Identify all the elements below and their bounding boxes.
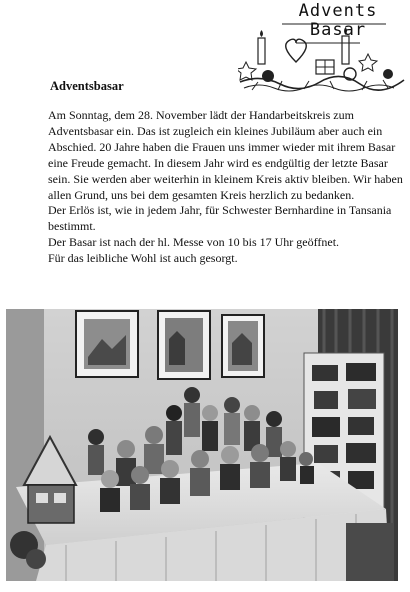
bazaar-photo-image xyxy=(6,309,398,581)
logo-title xyxy=(278,2,398,40)
wall-picture xyxy=(76,311,138,377)
article-paragraph: Der Erlös ist, wie in jedem Jahr, für Schwester Bernhardine in Tansania bestimmt. xyxy=(48,203,392,234)
wall-picture xyxy=(158,311,210,379)
bazaar-photo xyxy=(6,309,398,581)
article-paragraph: Der Basar ist nach der hl. Messe von 10 bis 17 Uhr geöffnet. xyxy=(48,235,340,250)
article-paragraph: Für das leibliche Wohl ist auch gesorgt. xyxy=(48,251,238,266)
article-heading: Adventsbasar xyxy=(50,79,124,93)
logo-line-2: Basar xyxy=(309,20,367,40)
article-body xyxy=(48,108,410,267)
article-paragraph: Am Sonntag, dem 28. November lädt der Handarbeitskreis zum Adventsbasar ein. Das ist zugleich ein kleines Jubiläum aber auch ein Abschied. 20 Jahre haben die Frauen uns immer wieder mit ihrem Basar eine Freude gemacht. In diesem Jahr wird es endgültig der letzte Basar sein. Sie werden aber weiterhin in kleinem Kreis aktiv bleiben. Wir haben allen Grund, uns bei dem gesamten Kreis herzlich zu bedanken. xyxy=(48,108,403,202)
logo-line-1: Advents xyxy=(298,1,378,21)
advents-basar-logo xyxy=(238,2,408,97)
wall-picture xyxy=(222,315,264,377)
